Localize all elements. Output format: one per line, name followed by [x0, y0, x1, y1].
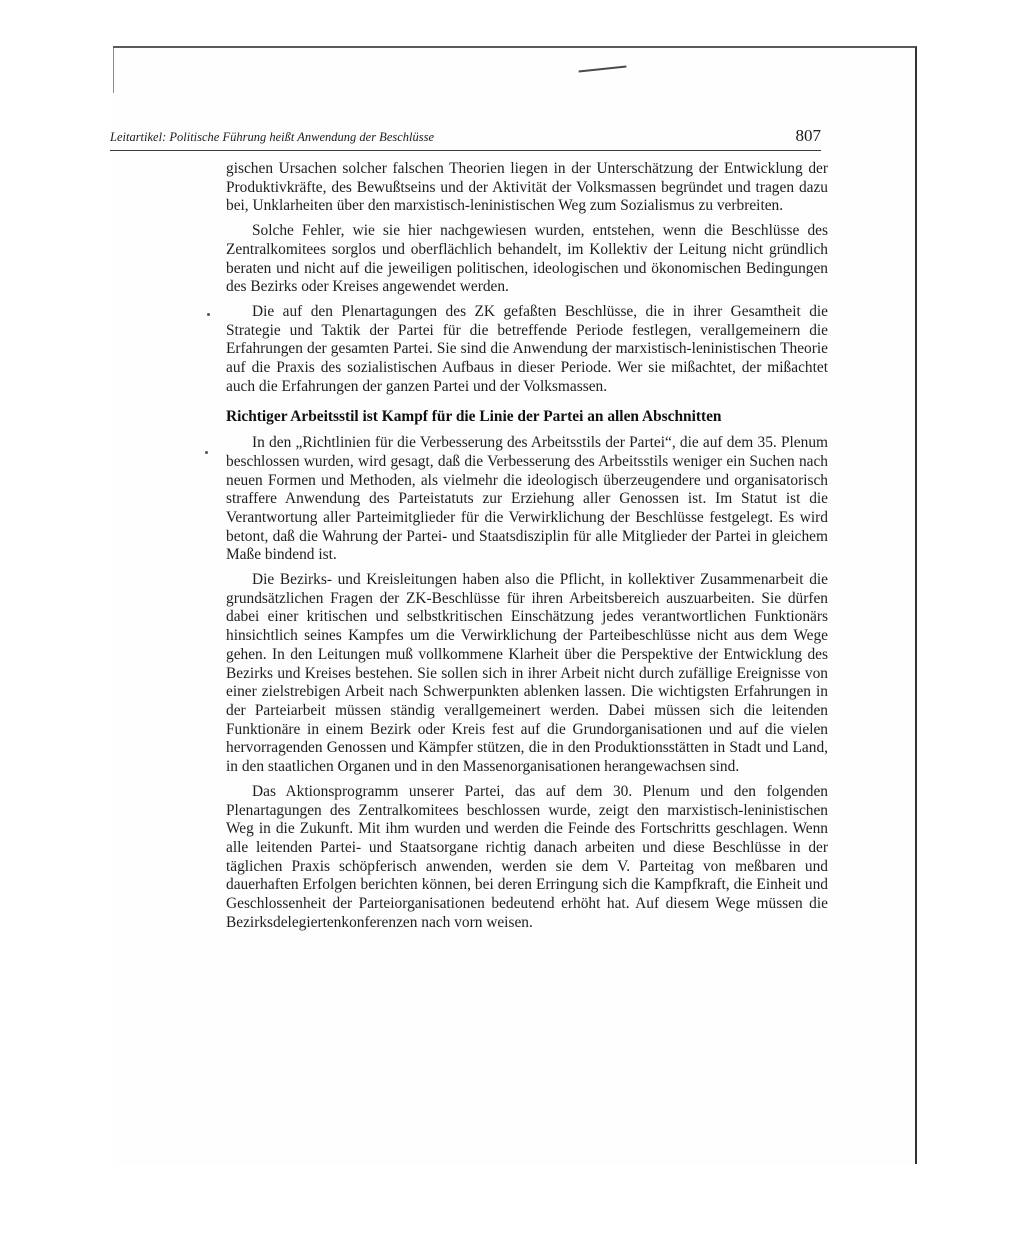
running-title: Leitartikel: Politische Führung heißt Anwendung der Beschlüsse	[110, 130, 435, 144]
paragraph: In den „Richtlinien für die Verbesserung des Arbeitsstils der Partei“, die auf dem 35. Plenum beschlossen wurden, wird gesagt, daß die Verbesserung des Arbeitsstils weniger ein Suchen nach neuen Formen und Methoden, als vielmehr die ideologisch überzeugendere und organisatorisch straffere Anwendung des Parteistatuts zur Erziehung aller Genossen ist. Im Statut ist die Verantwortung aller Parteimitglieder für die Verwirklichung der Beschlüsse festgelegt. Es wird betont, daß die Wahrung der Partei- und Staatsdisziplin für alle Mitglieder der Partei in gleichem Maße bindend ist.	[226, 434, 828, 564]
page-number: 807	[795, 126, 821, 145]
paragraph: Solche Fehler, wie sie hier nachgewiesen wurden, entstehen, wenn die Beschlüsse des Zentralkomitees sorglos und oberflächlich behandelt, im Kollektiv der Leitung nicht gründlich beraten und nicht auf die jeweiligen politischen, ideologischen und ökonomischen Bedingungen des Bezirks oder Kreises angewendet werden.	[226, 222, 828, 296]
paragraph: gischen Ursachen solcher falschen Theorien liegen in der Unterschätzung der Entwicklung der Produktivkräfte, des Bewußtseins und der Aktivität der Volksmassen begründet und tragen dazu bei, Unklarheiten über den marxistisch-leninistischen Weg zum Sozialismus zu verbreiten.	[226, 160, 828, 215]
scan-scratch-mark	[578, 56, 627, 73]
paragraph: Die Bezirks- und Kreisleitungen haben also die Pflicht, in kollektiver Zusammenarbeit die grundsätzlichen Fragen der ZK-Beschlüsse für ihren Arbeitsbereich auszuarbeiten. Sie dürfen dabei einer kritischen und selbstkritischen Einschätzung jedes verantwortlichen Funktionärs hinsichtlich seines Kampfes um die Verwirklichung der Parteibeschlüsse nicht aus dem Wege gehen. In den Leitungen muß vollkommene Klarheit über die Perspektive der Entwicklung des Bezirks und Kreises bestehen. Sie sollen sich in ihrer Arbeit nicht durch zufällige Ereignisse von einer zielstrebigen Arbeit nach Schwerpunkten ablenken lassen. Die wichtigsten Erfahrungen in der Parteiarbeit müssen ständig verallgemeinert werden. Dabei müssen sich die leitenden Funktionäre in einem Bezirk oder Kreis fest auf die Grundorganisationen und auf die vielen hervorragenden Genossen und Kämpfer stützen, die in den Produktionsstätten in Stadt und Land, in den staatlichen Organen und in den Massenorganisationen herangewachsen sind.	[226, 571, 828, 776]
paragraph: Das Aktionsprogramm unserer Partei, das auf dem 30. Plenum und den folgenden Plenartagungen des Zentralkomitees beschlossen wurde, zeigt den marxistisch-leninistischen Weg in die Zukunft. Mit ihm wurden und werden die Feinde des Fortschritts geschlagen. Wenn alle leitenden Partei- und Staatsorgane richtig danach arbeiten und diese Beschlüsse in der täglichen Praxis schöpferisch anwenden, werden sie dem V. Parteitag von meßbaren und dauerhaften Erfolgen berichten können, bei deren Erringung sich die Kampfkraft, die Einheit und Geschlossenheit der Parteiorganisationen bedeutend erhöht hat. Auf diesem Wege müssen die Bezirksdelegiertenkonferenzen nach vorn weisen.	[226, 782, 828, 931]
article-body	[226, 160, 828, 938]
scan-speck	[205, 451, 208, 454]
running-head	[110, 120, 821, 151]
paragraph: Die auf den Plenartagungen des ZK gefaßten Beschlüsse, die in ihrer Gesamtheit die Strategie und Taktik der Partei für die betreffende Periode festlegen, verallgemeinern die Erfahrungen der gesamten Partei. Sie sind die Anwendung der marxistisch-leninistischen Theorie auf die Praxis des sozialistischen Aufbaus in dieser Periode. Wer sie mißachtet, der mißachtet auch die Erfahrungen der ganzen Partei und der Volksmassen.	[226, 302, 828, 395]
section-heading: Richtiger Arbeitsstil ist Kampf für die Linie der Partei an allen Abschnitten	[226, 408, 722, 426]
scan-speck	[207, 313, 210, 316]
